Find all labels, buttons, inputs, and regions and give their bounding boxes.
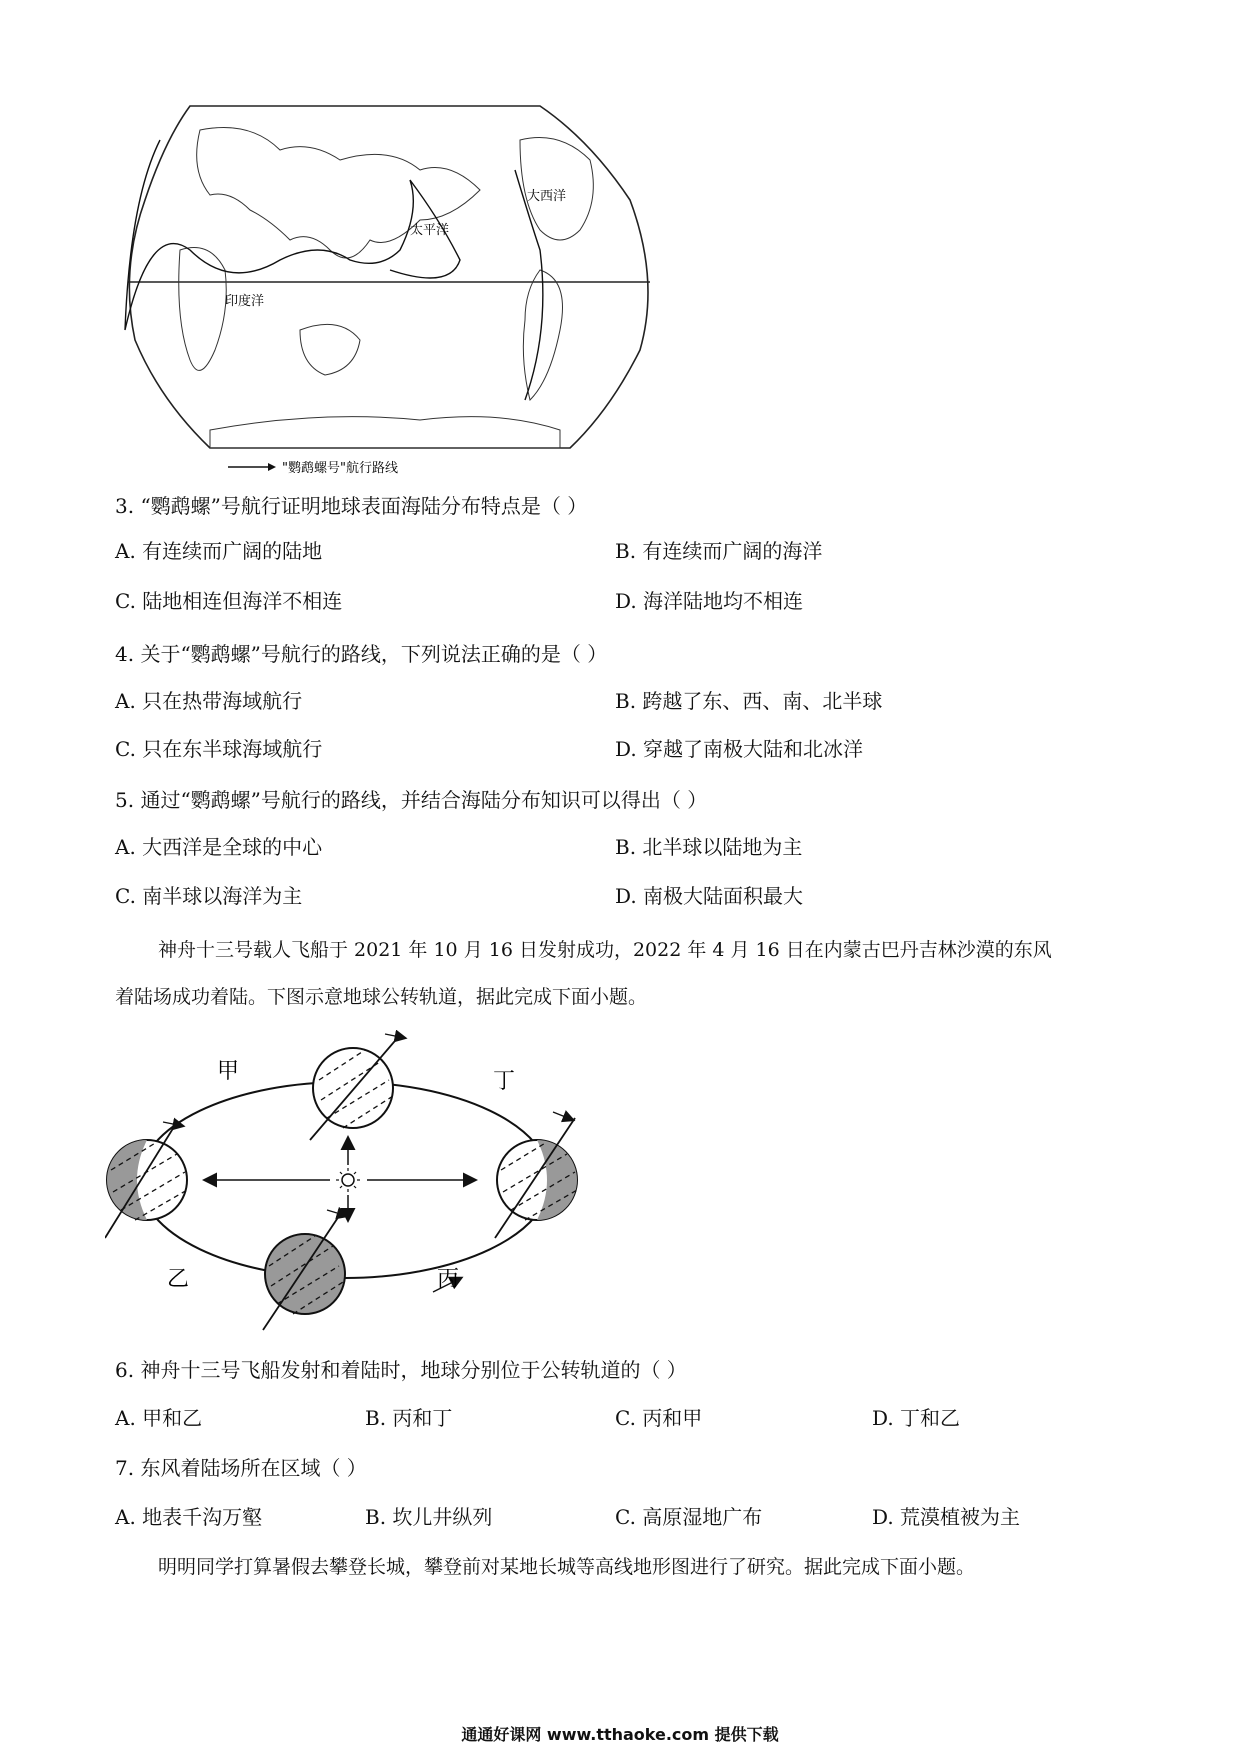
question-5: 5. 通过“鹦鹉螺”号航行的路线，并结合海陆分布知识可以得出（ ）: [115, 788, 708, 812]
q7-option-a: A. 地表千沟万壑: [115, 1505, 263, 1529]
orbit-label-ding: 丁: [493, 1069, 516, 1094]
earth-top: [310, 1034, 405, 1140]
question-7: 7. 东风着陆场所在区域（ ）: [115, 1456, 367, 1480]
orbit-label-jia: 甲: [217, 1059, 240, 1084]
q7-option-d: D. 荒漠植被为主: [872, 1505, 1021, 1529]
passage-1-line-2: 着陆场成功着陆。下图示意地球公转轨道，据此完成下面小题。: [115, 986, 648, 1008]
q4-option-c: C. 只在东半球海域航行: [115, 737, 323, 761]
q5-option-c: C. 南半球以海洋为主: [115, 884, 303, 908]
q7-option-b: B. 坎儿井纵列: [365, 1505, 493, 1529]
earth-orbit-diagram: [105, 1030, 585, 1335]
q6-option-b: B. 丙和丁: [365, 1406, 453, 1430]
earth-left: [105, 1122, 187, 1238]
footer-text: 通通好课网 www.tthaoke.com 提供下载: [461, 1725, 779, 1744]
q5-option-b: B. 北半球以陆地为主: [615, 835, 803, 859]
q5-option-a: A. 大西洋是全球的中心: [115, 835, 323, 859]
question-3: 3. “鹦鹉螺”号航行证明地球表面海陆分布特点是（ ）: [115, 494, 588, 518]
q4-option-b: B. 跨越了东、西、南、北半球: [615, 689, 883, 713]
world-map-figure: [120, 100, 660, 480]
orbit-label-yi: 乙: [167, 1267, 190, 1292]
indian-label: 印度洋: [225, 294, 265, 309]
map-legend-text: "鹦鹉螺号"航行路线: [282, 461, 398, 476]
question-4: 4. 关于“鹦鹉螺”号航行的路线，下列说法正确的是（ ）: [115, 642, 608, 666]
earth-bottom: [263, 1210, 347, 1330]
q6-option-d: D. 丁和乙: [872, 1406, 961, 1430]
q3-option-b: B. 有连续而广阔的海洋: [615, 539, 823, 563]
q6-option-c: C. 丙和甲: [615, 1406, 703, 1430]
question-6: 6. 神舟十三号飞船发射和着陆时，地球分别位于公转轨道的（ ）: [115, 1358, 687, 1382]
passage-1-line-1: 神舟十三号载人飞船于 2021 年 10 月 16 日发射成功，2022 年 4 月 16 日在内蒙古巴丹吉林沙漠的东风: [158, 939, 1052, 961]
q7-option-c: C. 高原湿地广布: [615, 1505, 763, 1529]
q5-option-d: D. 南极大陆面积最大: [615, 884, 804, 908]
pacific-label: 太平洋: [410, 223, 450, 238]
passage-2: 明明同学打算暑假去攀登长城，攀登前对某地长城等高线地形图进行了研究。据此完成下面小题。: [158, 1556, 976, 1578]
sun-icon: [342, 1174, 354, 1186]
q3-option-c: C. 陆地相连但海洋不相连: [115, 589, 343, 613]
earth-right: [495, 1112, 577, 1238]
q3-option-a: A. 有连续而广阔的陆地: [115, 539, 323, 563]
q6-option-a: A. 甲和乙: [115, 1406, 203, 1430]
orbit-label-bing: 丙: [437, 1267, 460, 1292]
q4-option-d: D. 穿越了南极大陆和北冰洋: [615, 737, 864, 761]
q3-option-d: D. 海洋陆地均不相连: [615, 589, 804, 613]
q4-option-a: A. 只在热带海域航行: [115, 689, 303, 713]
atlantic-label: 大西洋: [527, 189, 567, 204]
